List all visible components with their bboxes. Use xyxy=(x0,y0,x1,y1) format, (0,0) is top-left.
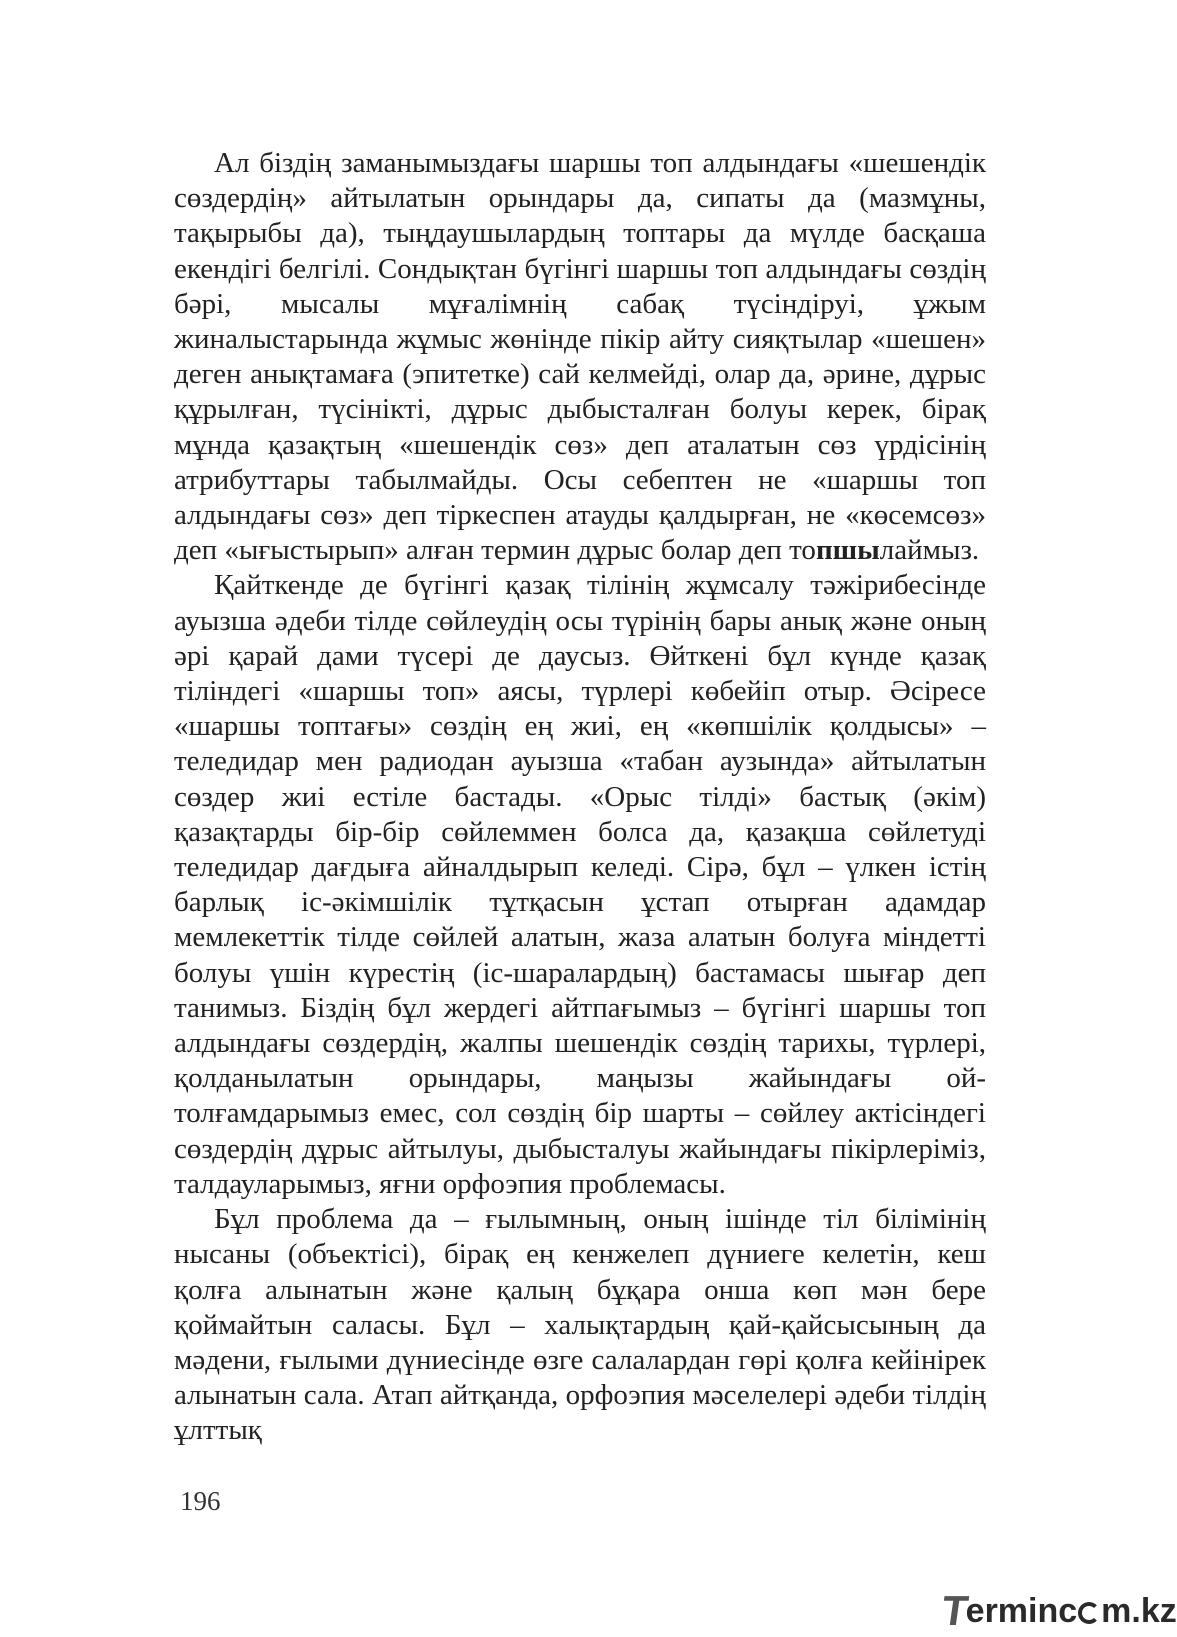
watermark-o-icon xyxy=(1078,1602,1100,1624)
paragraph-3 xyxy=(174,1202,986,1448)
watermark-t: T xyxy=(938,1587,972,1634)
paragraph-1-bold: пшы xyxy=(815,534,880,567)
watermark-text-c: c xyxy=(1058,1591,1078,1630)
paragraph-1 xyxy=(174,146,986,568)
paragraph-3-text: Бұл проблема да – ғылымның, оның ішінде тіл білімінің нысаны (объектісі), бірақ ең кенжелеп дүниеге келетін, кеш қолға алынатын және қалың бұқара онша көп мән бере қоймайтын саласы. Бұл – халықтардың қай-қайсысының да мәдени, ғылыми дүниесінде өзге салалардан гөрі қолға кейінірек алынатын сала. Атап айтқанда, орфоэпия мәселелері әдеби тілдің ұлттық xyxy=(174,1203,986,1447)
page-number: 196 xyxy=(180,1486,221,1516)
paragraph-1-tail: лаймыз. xyxy=(879,534,980,567)
watermark-text-b: m.kz xyxy=(1101,1591,1177,1630)
paragraph-2 xyxy=(174,568,986,1202)
paragraph-2-text: Қайткенде де бүгінгі қазақ тілінің жұмсалу тәжірибесінде ауызша әдеби тілде сөйлеудің осы түрінің бары анық және оның әрі қарай дами түсері де даусыз. Өйткені бұл күнде қазақ тіліндегі «шаршы топ» аясы, түрлері көбейіп отыр. Әсіресе «шаршы топтағы» сөздің ең жиі, ең «көпшілік қолдысы» – теледидар мен радиодан ауызша «табан аузында» айтылатын сөздер жиі естіле бастады. «Орыс тілді» бастық (әкім) қазақтарды бір-бір сөйлеммен болса да, қазақша сөйлетуді теледидар дағдыға айналдырып келеді. Сірә, бұл – үлкен істің барлық іс-әкімшілік тұтқасын ұстап отырған адамдар мемлекеттік тілде сөйлей алатын, жаза алатын болуға міндетті болуы үшін күрестің (іс-шаралардың) бастамасы шығар деп танимыз. Біздің бұл жердегі айтпағымыз – бүгінгі шаршы топ алдындағы сөздердің, жалпы шешендік сөздің тарихы, түрлері, қолданылатын орындары, маңызы жайындағы ой-толғамдарымыз емес, сол сөздің бір шарты – сөйлеу актісіндегі сөздердің дұрыс айтылуы, дыбысталуы жайындағы пікірлеріміз, талдауларымыз, яғни орфоэпия проблемасы. xyxy=(174,569,986,1200)
watermark-text-a: ermin xyxy=(965,1591,1059,1630)
paragraph-1-text: Ал біздің заманымыздағы шаршы топ алдындағы «шешендік сөздердің» айтылатын орындары да, сипаты да (мазмұны, тақырыбы да), тыңдаушылардың топтары да мүлде басқаша екендігі белгілі. Сондықтан бүгінгі шаршы топ алдындағы сөздің бәрі, мысалы мұғалімнің сабақ түсіндіруі, ұжым жиналыстарында жұмыс жөнінде пікір айту сияқтылар «шешен» деген анықтамаға (эпитетке) сай келмейді, олар да, әрине, дұрыс құрылған, түсінікті, дұрыс дыбысталған болуы керек, бірақ мұнда қазақтың «шешендік сөз» деп аталатын сөз үрдісінің атрибуттары табылмайды. Осы себептен не «шаршы топ алдындағы сөз» деп тіркеспен атауды қалдырған, не «көсемсөз» деп «ығыстырып» алған термин дұрыс болар деп то xyxy=(174,147,986,567)
watermark-logo xyxy=(938,1587,1177,1634)
page-body xyxy=(174,146,986,1449)
